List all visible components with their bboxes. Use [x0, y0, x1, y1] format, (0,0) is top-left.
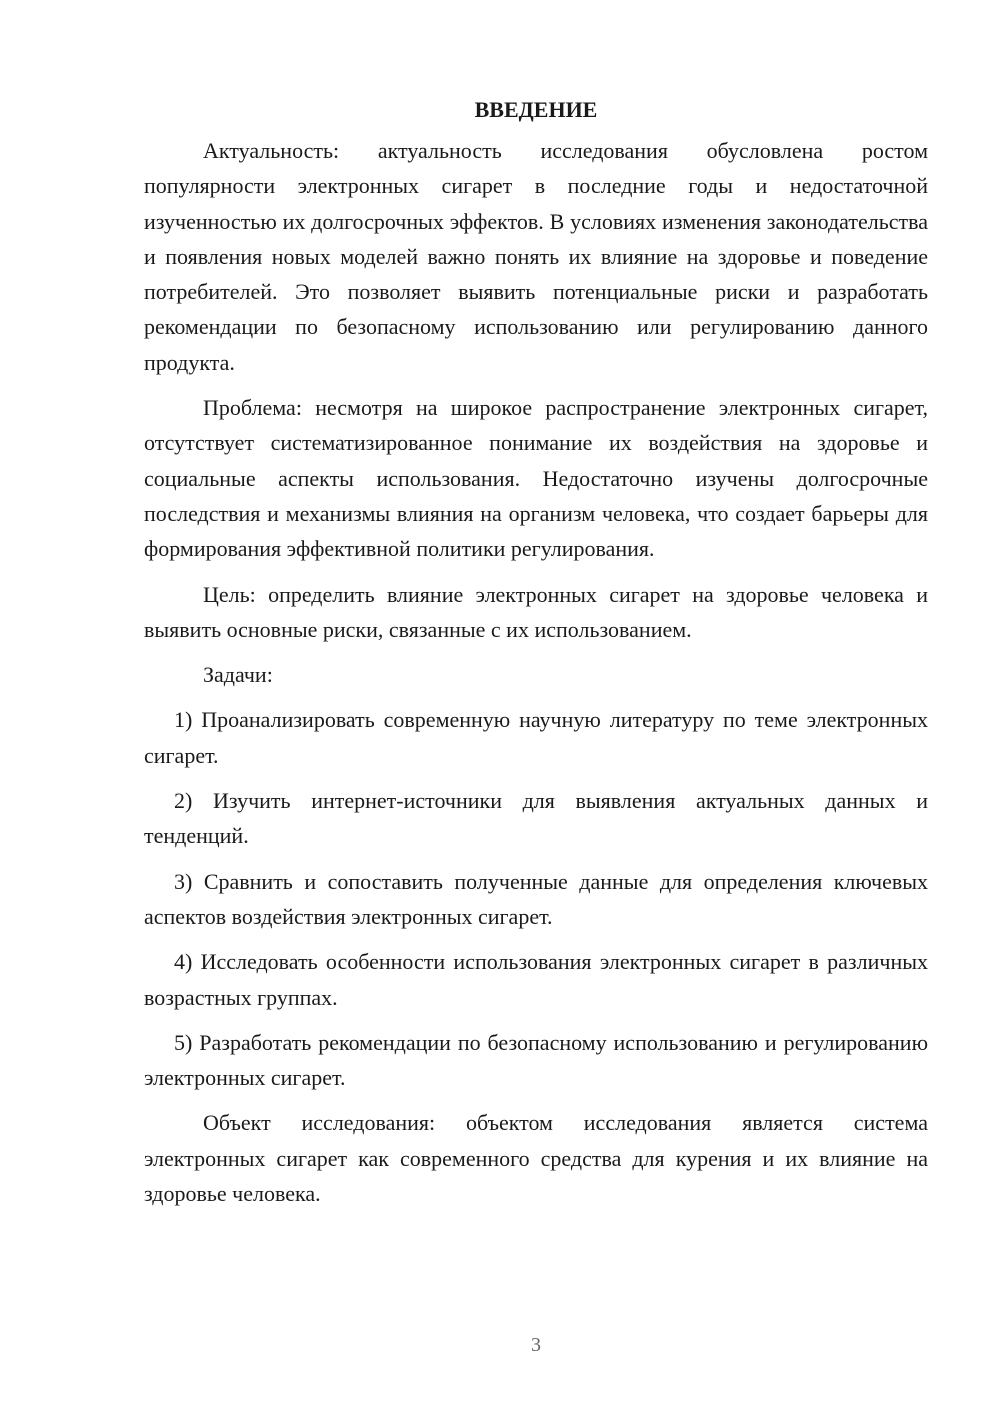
- list-item: 4) Исследовать особенности использования электронных сигарет в различных возрастных группах.: [144, 949, 928, 1010]
- list-item: 3) Сравнить и сопоставить полученные данные для определения ключевых аспектов воздействия электронных сигарет.: [144, 868, 928, 929]
- page-title: ВВЕДЕНИЕ: [474, 97, 598, 122]
- list-item: 2) Изучить интернет-источники для выявления актуальных данных и тенденций.: [144, 788, 928, 849]
- list-item: 1) Проанализировать современную научную литературу по теме электронных сигарет.: [144, 707, 928, 768]
- paragraph-relevance: Актуальность: актуальность исследования обусловлена ростом популярности электронных сигарет в последние годы и недостаточной изученностью их долгосрочных эффектов. В условиях изменения законодательства и появления новых моделей важно понять их влияние на здоровье и поведение потребителей. Это позволяет выявить потенциальные риски и разработать рекомендации по безопасному использованию или регулированию данного продукта.: [144, 138, 928, 375]
- paragraph-goal: Цель: определить влияние электронных сигарет на здоровье человека и выявить основные риски, связанные с их использованием.: [144, 581, 928, 642]
- paragraph-object: Объект исследования: объектом исследования является система электронных сигарет как современного средства для курения и их влияние на здоровье человека.: [144, 1110, 928, 1207]
- paragraph-problem: Проблема: несмотря на широкое распространение электронных сигарет, отсутствует систематизированное понимание их воздействия на здоровье и социальные аспекты использования. Недостаточно изучены долгосрочные последствия и механизмы влияния на организм человека, что создает барьеры для формирования эффективной политики регулирования.: [144, 395, 928, 562]
- list-item: 5) Разработать рекомендации по безопасному использованию и регулированию электронных сигарет.: [144, 1029, 928, 1091]
- tasks-label: Задачи:: [203, 662, 273, 688]
- tasks-list: [144, 702, 928, 1095]
- document-page: [144, 92, 928, 1211]
- page-number: 3: [531, 1334, 541, 1356]
